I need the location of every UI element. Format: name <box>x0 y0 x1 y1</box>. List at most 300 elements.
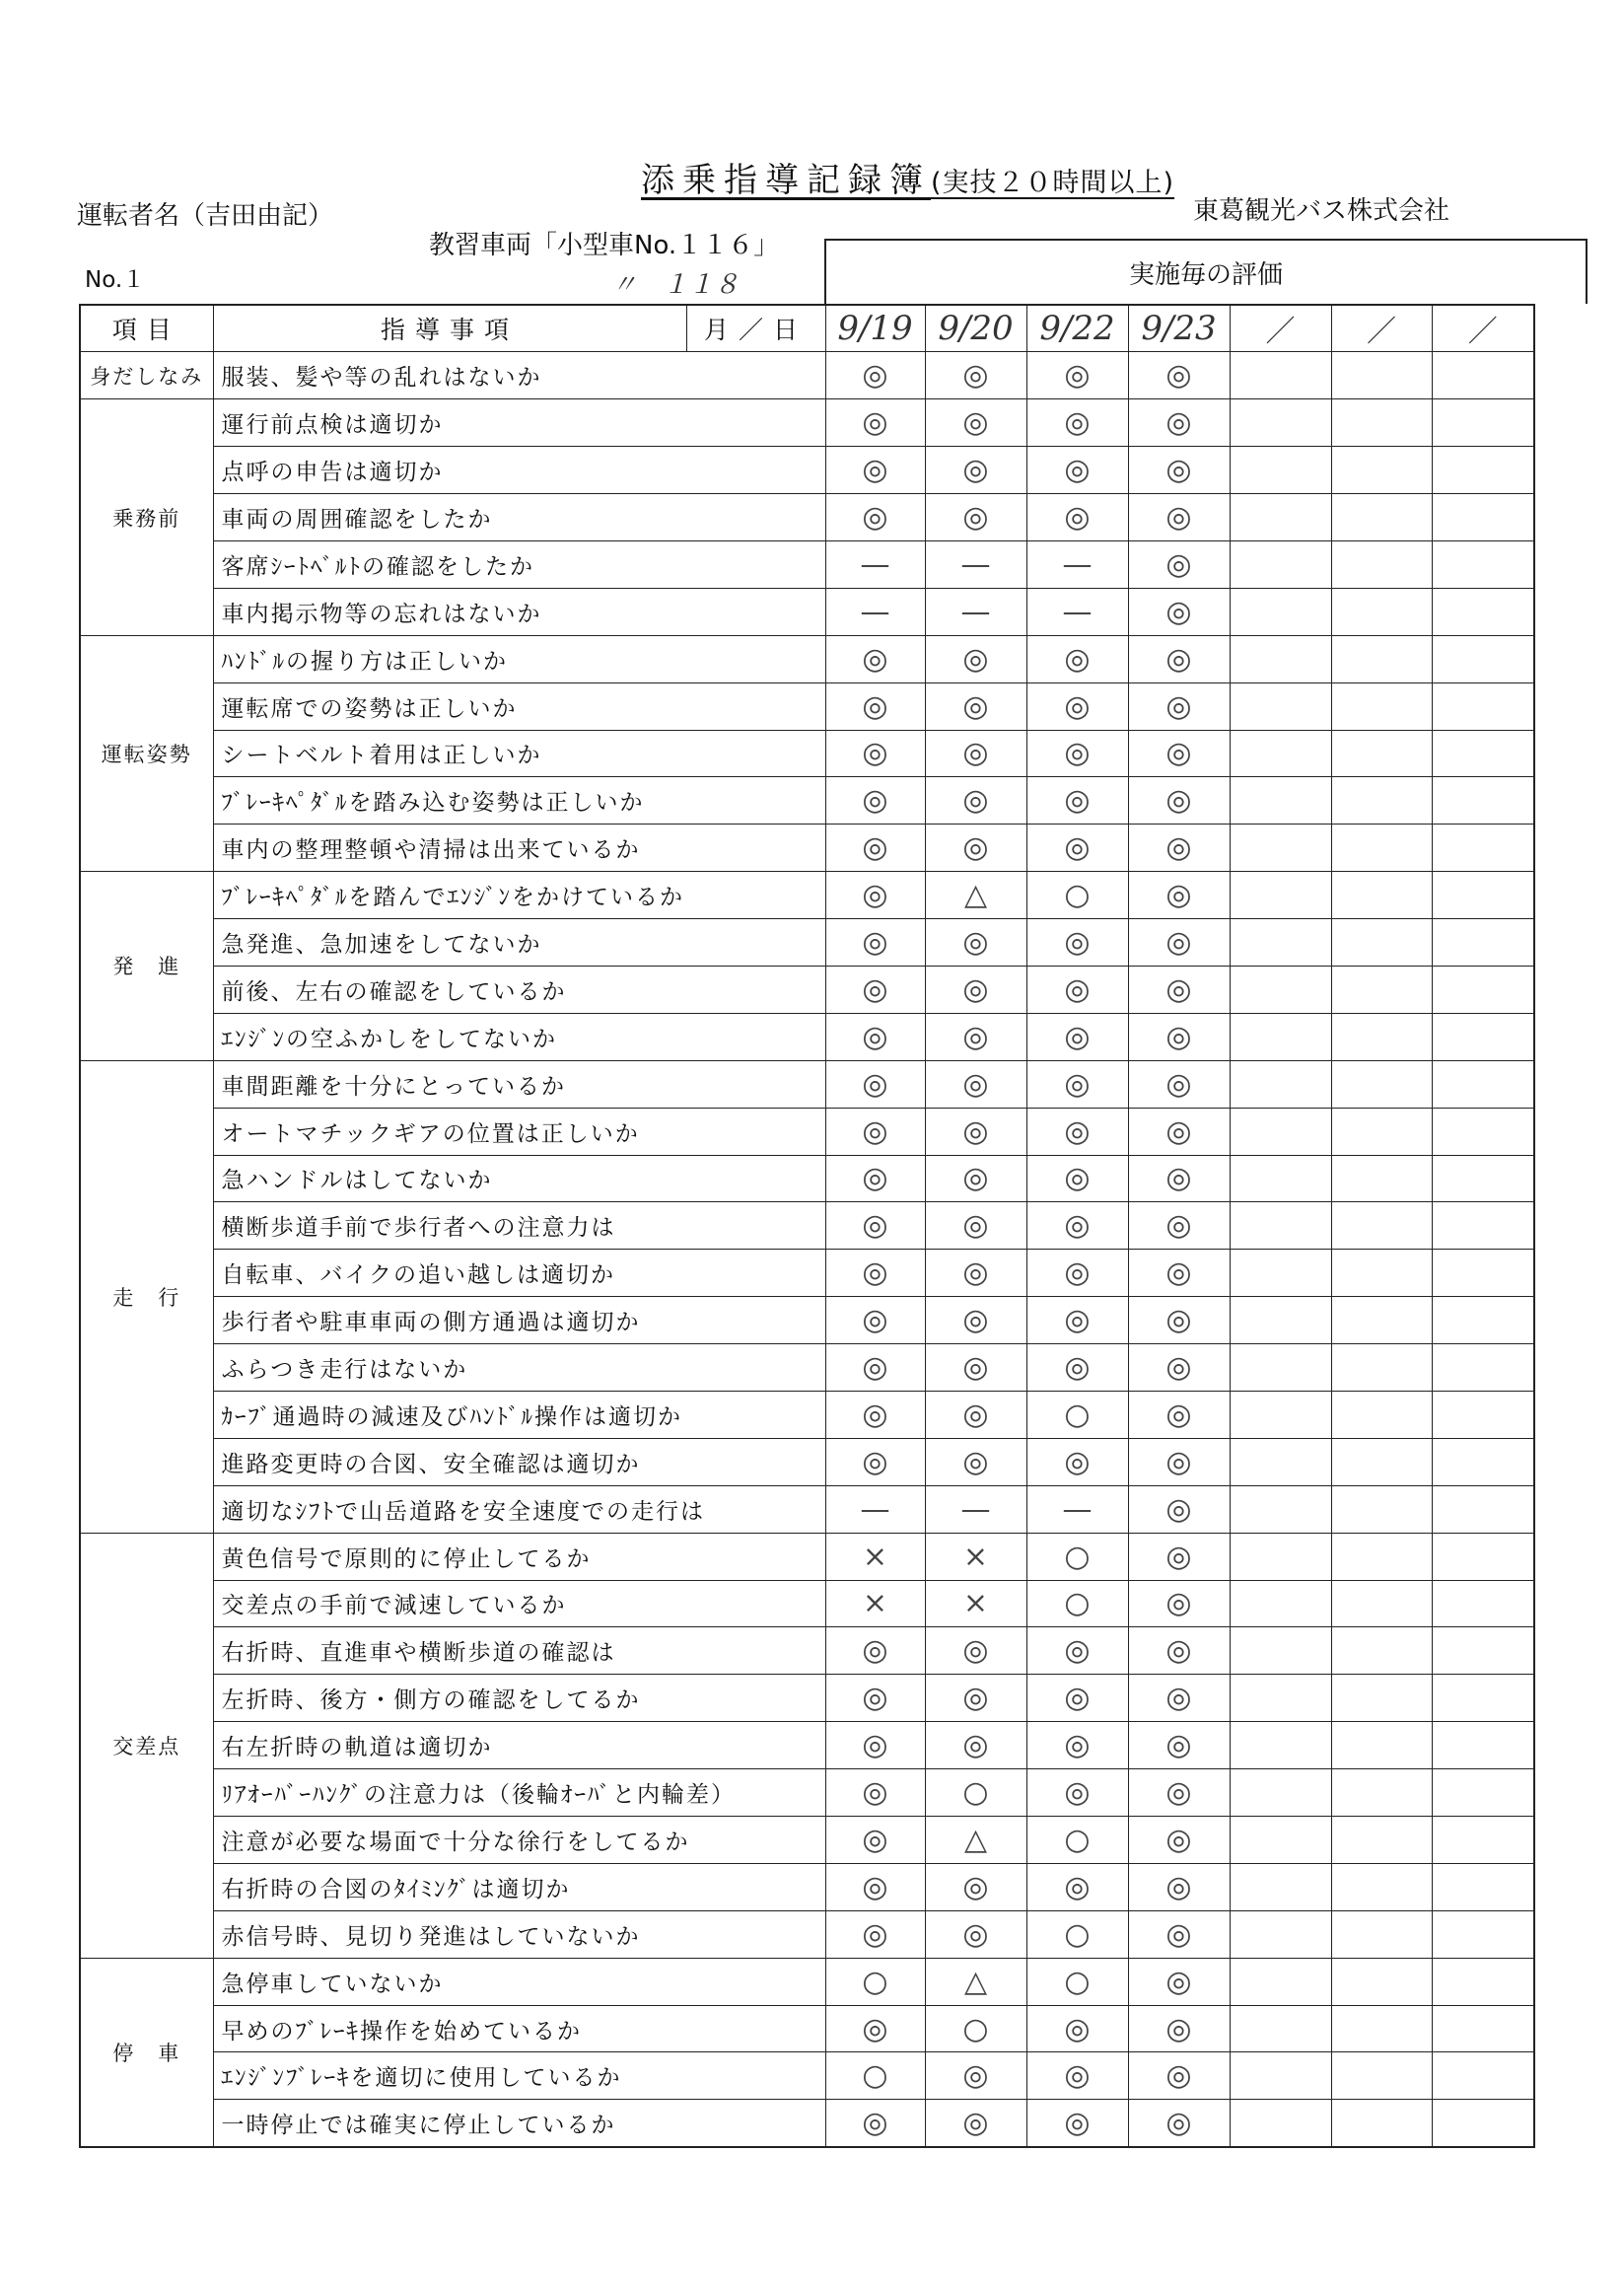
evaluation-mark: ○ <box>1026 1391 1128 1438</box>
evaluation-empty <box>1331 1722 1432 1769</box>
evaluation-empty <box>1331 872 1432 919</box>
evaluation-empty <box>1432 1910 1534 1958</box>
evaluation-mark: ◎ <box>825 1722 925 1769</box>
evaluation-empty <box>1331 966 1432 1013</box>
evaluation-mark: ◎ <box>1128 2100 1230 2147</box>
table-row <box>80 352 1534 399</box>
item-cell: 点呼の申告は適切か <box>213 447 825 494</box>
table-row <box>80 1438 1534 1485</box>
evaluation-empty <box>1331 1580 1432 1627</box>
evaluation-empty <box>1230 540 1331 588</box>
evaluation-empty <box>1230 682 1331 730</box>
evaluation-mark: ◎ <box>1026 1013 1128 1060</box>
table-row <box>80 1533 1534 1580</box>
instruction-table <box>79 304 1535 2148</box>
evaluation-mark: ◎ <box>1128 1297 1230 1344</box>
evaluation-mark: ◎ <box>1128 1438 1230 1485</box>
evaluation-mark: ◎ <box>825 447 925 494</box>
evaluation-empty <box>1432 1013 1534 1060</box>
evaluation-empty <box>1331 1013 1432 1060</box>
evaluation-empty <box>1432 1817 1534 1864</box>
evaluation-empty <box>1230 1863 1331 1910</box>
evaluation-empty <box>1331 1297 1432 1344</box>
evaluation-mark: ◎ <box>825 1817 925 1864</box>
evaluation-empty <box>1230 352 1331 399</box>
table-row <box>80 1485 1534 1533</box>
evaluation-empty <box>1331 1391 1432 1438</box>
evaluation-mark: ○ <box>1026 1580 1128 1627</box>
evaluation-mark: ◎ <box>1026 825 1128 872</box>
header-row <box>80 305 1534 352</box>
driver-name: 運転者名（吉田由記） <box>77 201 334 231</box>
evaluation-empty <box>1230 730 1331 777</box>
evaluation-mark: ◎ <box>925 1108 1026 1155</box>
evaluation-mark: ◎ <box>1026 1438 1128 1485</box>
evaluation-mark: ◎ <box>1026 1769 1128 1817</box>
evaluation-mark: ◎ <box>1026 1863 1128 1910</box>
evaluation-empty <box>1230 1910 1331 1958</box>
evaluation-mark: ◎ <box>1128 1769 1230 1817</box>
evaluation-empty <box>1432 1108 1534 1155</box>
date-cell: ／ <box>1331 305 1432 352</box>
evaluation-mark: ◎ <box>825 1155 925 1202</box>
evaluation-mark: ◎ <box>1128 1910 1230 1958</box>
table-row <box>80 1250 1534 1297</box>
evaluation-mark: ◎ <box>1026 966 1128 1013</box>
evaluation-mark: ◎ <box>1026 2052 1128 2100</box>
sheet-number: No.１ <box>85 267 146 293</box>
evaluation-mark: ◎ <box>925 1910 1026 1958</box>
evaluation-mark: ◎ <box>825 682 925 730</box>
table-row <box>80 1580 1534 1627</box>
evaluation-mark: × <box>825 1580 925 1627</box>
evaluation-empty <box>1230 1958 1331 2005</box>
evaluation-mark: ◎ <box>925 1297 1026 1344</box>
evaluation-empty <box>1331 730 1432 777</box>
evaluation-mark: ◎ <box>825 399 925 447</box>
evaluation-empty <box>1432 494 1534 541</box>
evaluation-empty <box>1331 1817 1432 1864</box>
evaluation-empty <box>1331 1344 1432 1392</box>
item-cell: 運行前点検は適切か <box>213 399 825 447</box>
evaluation-empty <box>1331 1863 1432 1910</box>
evaluation-mark: ○ <box>1026 1958 1128 2005</box>
evaluation-empty <box>1331 2100 1432 2147</box>
date-cell: 9/23 <box>1128 305 1230 352</box>
evaluation-empty <box>1331 2052 1432 2100</box>
table-row <box>80 2005 1534 2052</box>
item-cell: 客席ｼｰﾄﾍﾞﾙﾄの確認をしたか <box>213 540 825 588</box>
evaluation-mark: — <box>925 588 1026 635</box>
evaluation-mark: × <box>925 1580 1026 1627</box>
date-cell: 9/22 <box>1026 305 1128 352</box>
evaluation-empty <box>1432 1722 1534 1769</box>
evaluation-mark: ◎ <box>1026 447 1128 494</box>
evaluation-empty <box>1432 635 1534 682</box>
evaluation-mark: ◎ <box>1128 588 1230 635</box>
evaluation-empty <box>1432 1769 1534 1817</box>
evaluation-mark: ◎ <box>1128 1344 1230 1392</box>
evaluation-mark: ◎ <box>825 1391 925 1438</box>
header-date-label: 月／日 <box>686 305 825 352</box>
category-cell: 走 行 <box>80 1060 213 1533</box>
evaluation-mark: ◎ <box>825 1060 925 1108</box>
evaluation-mark: ◎ <box>1128 1533 1230 1580</box>
evaluation-mark: ◎ <box>925 825 1026 872</box>
evaluation-mark: ◎ <box>825 966 925 1013</box>
evaluation-empty <box>1230 1060 1331 1108</box>
evaluation-empty <box>1230 2005 1331 2052</box>
evaluation-empty <box>1432 2052 1534 2100</box>
evaluation-mark: ◎ <box>1128 1485 1230 1533</box>
table-row <box>80 825 1534 872</box>
item-cell: 横断歩道手前で歩行者への注意力は <box>213 1202 825 1250</box>
category-cell: 身だしなみ <box>80 352 213 399</box>
evaluation-empty <box>1432 2100 1534 2147</box>
evaluation-mark: ◎ <box>1128 2005 1230 2052</box>
evaluation-empty <box>1230 1722 1331 1769</box>
evaluation-mark: ◎ <box>1128 777 1230 825</box>
evaluation-mark: ◎ <box>1128 352 1230 399</box>
evaluation-mark: ◎ <box>825 825 925 872</box>
evaluation-empty <box>1230 635 1331 682</box>
evaluation-empty <box>1432 1863 1534 1910</box>
item-cell: 車両の周囲確認をしたか <box>213 494 825 541</box>
evaluation-empty <box>1230 1013 1331 1060</box>
evaluation-mark: ◎ <box>925 1627 1026 1675</box>
date-cell: ／ <box>1230 305 1331 352</box>
evaluation-mark: ◎ <box>825 2100 925 2147</box>
evaluation-empty <box>1432 399 1534 447</box>
evaluation-mark: ◎ <box>925 966 1026 1013</box>
evaluation-mark: ◎ <box>825 777 925 825</box>
item-cell: 進路変更時の合図、安全確認は適切か <box>213 1438 825 1485</box>
evaluation-mark: ◎ <box>1026 1202 1128 1250</box>
evaluation-mark: ◎ <box>1128 1627 1230 1675</box>
title-main: 添乗指導記録簿 <box>641 161 931 200</box>
evaluation-mark: ◎ <box>925 1250 1026 1297</box>
item-cell: 早めのﾌﾞﾚｰｷ操作を始めているか <box>213 2005 825 2052</box>
table-row <box>80 588 1534 635</box>
evaluation-mark: ◎ <box>1026 494 1128 541</box>
evaluation-mark: ◎ <box>1128 1675 1230 1722</box>
evaluation-mark: ◎ <box>925 1060 1026 1108</box>
evaluation-empty <box>1331 682 1432 730</box>
evaluation-mark: ◎ <box>1128 399 1230 447</box>
item-cell: ｴﾝｼﾞﾝﾌﾞﾚｰｷを適切に使用しているか <box>213 2052 825 2100</box>
evaluation-mark: ◎ <box>825 1675 925 1722</box>
evaluation-empty <box>1331 1533 1432 1580</box>
evaluation-empty <box>1230 1533 1331 1580</box>
evaluation-mark: ◎ <box>1128 1155 1230 1202</box>
evaluation-empty <box>1230 447 1331 494</box>
evaluation-empty <box>1230 777 1331 825</box>
evaluation-mark: ◎ <box>1128 1060 1230 1108</box>
evaluation-empty <box>1230 1438 1331 1485</box>
evaluation-mark: ○ <box>1026 1817 1128 1864</box>
evaluation-mark: ◎ <box>1128 447 1230 494</box>
evaluation-mark: ◎ <box>925 1344 1026 1392</box>
evaluation-mark: ◎ <box>925 1863 1026 1910</box>
vehicle-info: 教習車両「小型車No.１１６」 <box>429 231 780 260</box>
table-row <box>80 1202 1534 1250</box>
evaluation-empty <box>1432 872 1534 919</box>
evaluation-empty <box>1432 730 1534 777</box>
evaluation-empty <box>1230 919 1331 967</box>
evaluation-empty <box>1230 1485 1331 1533</box>
evaluation-empty <box>1432 919 1534 967</box>
evaluation-mark: ○ <box>825 1958 925 2005</box>
table-row <box>80 1910 1534 1958</box>
evaluation-mark: ◎ <box>1026 1060 1128 1108</box>
category-cell: 停 車 <box>80 1958 213 2147</box>
evaluation-mark: — <box>1026 1485 1128 1533</box>
title-note: (実技２０時間以上) <box>931 168 1175 198</box>
evaluation-mark: ◎ <box>1026 2005 1128 2052</box>
evaluation-empty <box>1230 1108 1331 1155</box>
evaluation-empty <box>1331 1485 1432 1533</box>
evaluation-empty <box>1331 1769 1432 1817</box>
item-cell: 左折時、後方・側方の確認をしてるか <box>213 1675 825 1722</box>
evaluation-mark: ◎ <box>1128 1250 1230 1297</box>
evaluation-mark: × <box>925 1533 1026 1580</box>
table-row <box>80 1155 1534 1202</box>
evaluation-mark: ◎ <box>1128 1391 1230 1438</box>
evaluation-mark: ◎ <box>1128 1202 1230 1250</box>
table-row <box>80 635 1534 682</box>
evaluation-mark: — <box>1026 540 1128 588</box>
evaluation-empty <box>1230 1202 1331 1250</box>
evaluation-mark: △ <box>925 1958 1026 2005</box>
evaluation-empty <box>1230 1769 1331 1817</box>
table-row <box>80 1013 1534 1060</box>
evaluation-mark: ◎ <box>1128 825 1230 872</box>
company-name: 東葛観光バス株式会社 <box>1193 196 1450 226</box>
evaluation-empty <box>1432 588 1534 635</box>
evaluation-mark: — <box>825 588 925 635</box>
item-cell: 車間距離を十分にとっているか <box>213 1060 825 1108</box>
evaluation-mark: ○ <box>1026 1533 1128 1580</box>
evaluation-mark: ◎ <box>825 1250 925 1297</box>
evaluation-mark: ◎ <box>925 1391 1026 1438</box>
evaluation-mark: ◎ <box>1026 635 1128 682</box>
evaluation-mark: ◎ <box>1026 730 1128 777</box>
evaluation-mark: ◎ <box>1026 1297 1128 1344</box>
table-row <box>80 1391 1534 1438</box>
evaluation-mark: ◎ <box>925 1013 1026 1060</box>
evaluation-empty <box>1331 635 1432 682</box>
evaluation-mark: ◎ <box>1128 966 1230 1013</box>
evaluation-empty <box>1230 1627 1331 1675</box>
table-row <box>80 1817 1534 1864</box>
evaluation-empty <box>1230 1580 1331 1627</box>
evaluation-empty <box>1230 1344 1331 1392</box>
date-cell: 9/20 <box>925 305 1026 352</box>
evaluation-empty <box>1230 1297 1331 1344</box>
item-cell: 前後、左右の確認をしているか <box>213 966 825 1013</box>
evaluation-empty <box>1331 1627 1432 1675</box>
evaluation-mark: ◎ <box>1128 1958 1230 2005</box>
evaluation-empty <box>1230 399 1331 447</box>
evaluation-empty <box>1432 1060 1534 1108</box>
evaluation-mark: ◎ <box>1128 919 1230 967</box>
evaluation-empty <box>1432 1202 1534 1250</box>
evaluation-empty <box>1432 682 1534 730</box>
evaluation-mark: ◎ <box>825 919 925 967</box>
evaluation-empty <box>1331 588 1432 635</box>
table-row <box>80 2052 1534 2100</box>
evaluation-header: 実施毎の評価 <box>824 239 1588 304</box>
evaluation-empty <box>1230 825 1331 872</box>
table-row <box>80 540 1534 588</box>
item-cell: 交差点の手前で減速しているか <box>213 1580 825 1627</box>
evaluation-mark: ◎ <box>1026 1722 1128 1769</box>
evaluation-mark: ◎ <box>925 635 1026 682</box>
evaluation-mark: ◎ <box>925 2052 1026 2100</box>
table-row <box>80 1627 1534 1675</box>
evaluation-empty <box>1331 825 1432 872</box>
evaluation-empty <box>1331 2005 1432 2052</box>
evaluation-mark: ◎ <box>825 494 925 541</box>
item-cell: ｴﾝｼﾞﾝの空ふかしをしてないか <box>213 1013 825 1060</box>
evaluation-mark: ◎ <box>1128 1013 1230 1060</box>
evaluation-mark: ◎ <box>1128 540 1230 588</box>
evaluation-mark: ◎ <box>825 1438 925 1485</box>
evaluation-mark: ◎ <box>1128 1580 1230 1627</box>
item-cell: 注意が必要な場面で十分な徐行をしてるか <box>213 1817 825 1864</box>
evaluation-empty <box>1432 1391 1534 1438</box>
item-cell: 急発進、急加速をしてないか <box>213 919 825 967</box>
evaluation-empty <box>1230 2052 1331 2100</box>
table-row <box>80 1108 1534 1155</box>
evaluation-mark: ◎ <box>925 1722 1026 1769</box>
evaluation-empty <box>1230 1675 1331 1722</box>
evaluation-mark: ◎ <box>925 730 1026 777</box>
evaluation-mark: ◎ <box>925 1202 1026 1250</box>
item-cell: シートベルト着用は正しいか <box>213 730 825 777</box>
evaluation-empty <box>1432 1958 1534 2005</box>
evaluation-empty <box>1331 1438 1432 1485</box>
evaluation-mark: ◎ <box>925 777 1026 825</box>
evaluation-empty <box>1432 777 1534 825</box>
evaluation-mark: ◎ <box>1026 919 1128 967</box>
evaluation-empty <box>1331 1958 1432 2005</box>
evaluation-mark: — <box>925 1485 1026 1533</box>
evaluation-empty <box>1432 1250 1534 1297</box>
table-row <box>80 1675 1534 1722</box>
category-cell: 交差点 <box>80 1533 213 1958</box>
evaluation-empty <box>1432 1297 1534 1344</box>
evaluation-mark: △ <box>925 1817 1026 1864</box>
evaluation-empty <box>1331 540 1432 588</box>
header-category: 項目 <box>80 305 213 352</box>
evaluation-mark: ◎ <box>1026 399 1128 447</box>
table-row <box>80 399 1534 447</box>
item-cell: ﾘｱｵｰﾊﾞｰﾊﾝｸﾞの注意力は（後輪ｵｰﾊﾞと内輪差） <box>213 1769 825 1817</box>
evaluation-empty <box>1432 966 1534 1013</box>
evaluation-mark: × <box>825 1533 925 1580</box>
evaluation-mark: ◎ <box>1128 872 1230 919</box>
evaluation-empty <box>1331 494 1432 541</box>
table-row <box>80 494 1534 541</box>
table-row <box>80 1863 1534 1910</box>
evaluation-empty <box>1432 1675 1534 1722</box>
item-cell: 右折時、直進車や横断歩道の確認は <box>213 1627 825 1675</box>
item-cell: 適切なｼﾌﾄで山岳道路を安全速度での走行は <box>213 1485 825 1533</box>
item-cell: ｶｰﾌﾞ通過時の減速及びﾊﾝﾄﾞﾙ操作は適切か <box>213 1391 825 1438</box>
evaluation-empty <box>1331 919 1432 967</box>
evaluation-mark: ◎ <box>825 1769 925 1817</box>
item-cell: 車内掲示物等の忘れはないか <box>213 588 825 635</box>
evaluation-mark: ◎ <box>825 1013 925 1060</box>
evaluation-mark: — <box>825 540 925 588</box>
item-cell: ﾌﾞﾚｰｷﾍﾟﾀﾞﾙを踏んでｴﾝｼﾞﾝをかけているか <box>213 872 825 919</box>
evaluation-empty <box>1331 1250 1432 1297</box>
evaluation-mark: ◎ <box>1128 1108 1230 1155</box>
table-row <box>80 1958 1534 2005</box>
evaluation-mark: ◎ <box>925 1155 1026 1202</box>
evaluation-mark: ○ <box>925 2005 1026 2052</box>
evaluation-empty <box>1331 1202 1432 1250</box>
evaluation-mark: ◎ <box>825 1863 925 1910</box>
evaluation-mark: ○ <box>1026 872 1128 919</box>
evaluation-mark: ◎ <box>1128 1817 1230 1864</box>
evaluation-mark: △ <box>925 872 1026 919</box>
evaluation-empty <box>1331 1675 1432 1722</box>
evaluation-mark: ◎ <box>825 730 925 777</box>
evaluation-mark: ◎ <box>1026 1627 1128 1675</box>
evaluation-mark: ◎ <box>825 872 925 919</box>
table-row <box>80 777 1534 825</box>
date-cell: 9/19 <box>825 305 925 352</box>
evaluation-mark: ◎ <box>825 2005 925 2052</box>
item-cell: 運転席での姿勢は正しいか <box>213 682 825 730</box>
table-row <box>80 1722 1534 1769</box>
vehicle-info-handwritten: 〃 １１８ <box>611 270 741 300</box>
evaluation-empty <box>1331 447 1432 494</box>
evaluation-empty <box>1230 872 1331 919</box>
evaluation-mark: ○ <box>825 2052 925 2100</box>
evaluation-empty <box>1432 1485 1534 1533</box>
evaluation-mark: ◎ <box>1026 777 1128 825</box>
evaluation-mark: — <box>925 540 1026 588</box>
item-cell: 右左折時の軌道は適切か <box>213 1722 825 1769</box>
evaluation-mark: ○ <box>1026 1910 1128 1958</box>
evaluation-empty <box>1331 1910 1432 1958</box>
evaluation-empty <box>1331 1060 1432 1108</box>
evaluation-mark: ◎ <box>925 2100 1026 2147</box>
item-cell: ふらつき走行はないか <box>213 1344 825 1392</box>
evaluation-empty <box>1432 1438 1534 1485</box>
evaluation-mark: ◎ <box>1128 635 1230 682</box>
table-row <box>80 966 1534 1013</box>
evaluation-mark: ◎ <box>1026 1250 1128 1297</box>
evaluation-empty <box>1432 1344 1534 1392</box>
evaluation-empty <box>1432 540 1534 588</box>
evaluation-mark: — <box>825 1485 925 1533</box>
item-cell: 自転車、バイクの追い越しは適切か <box>213 1250 825 1297</box>
item-cell: 赤信号時、見切り発進はしていないか <box>213 1910 825 1958</box>
date-cell: ／ <box>1432 305 1534 352</box>
evaluation-mark: ◎ <box>1128 682 1230 730</box>
evaluation-empty <box>1432 1580 1534 1627</box>
evaluation-mark: ◎ <box>1026 1675 1128 1722</box>
evaluation-mark: ◎ <box>925 352 1026 399</box>
evaluation-mark: ◎ <box>825 1910 925 1958</box>
evaluation-mark: ◎ <box>925 682 1026 730</box>
evaluation-mark: ◎ <box>1026 352 1128 399</box>
table-row <box>80 1769 1534 1817</box>
